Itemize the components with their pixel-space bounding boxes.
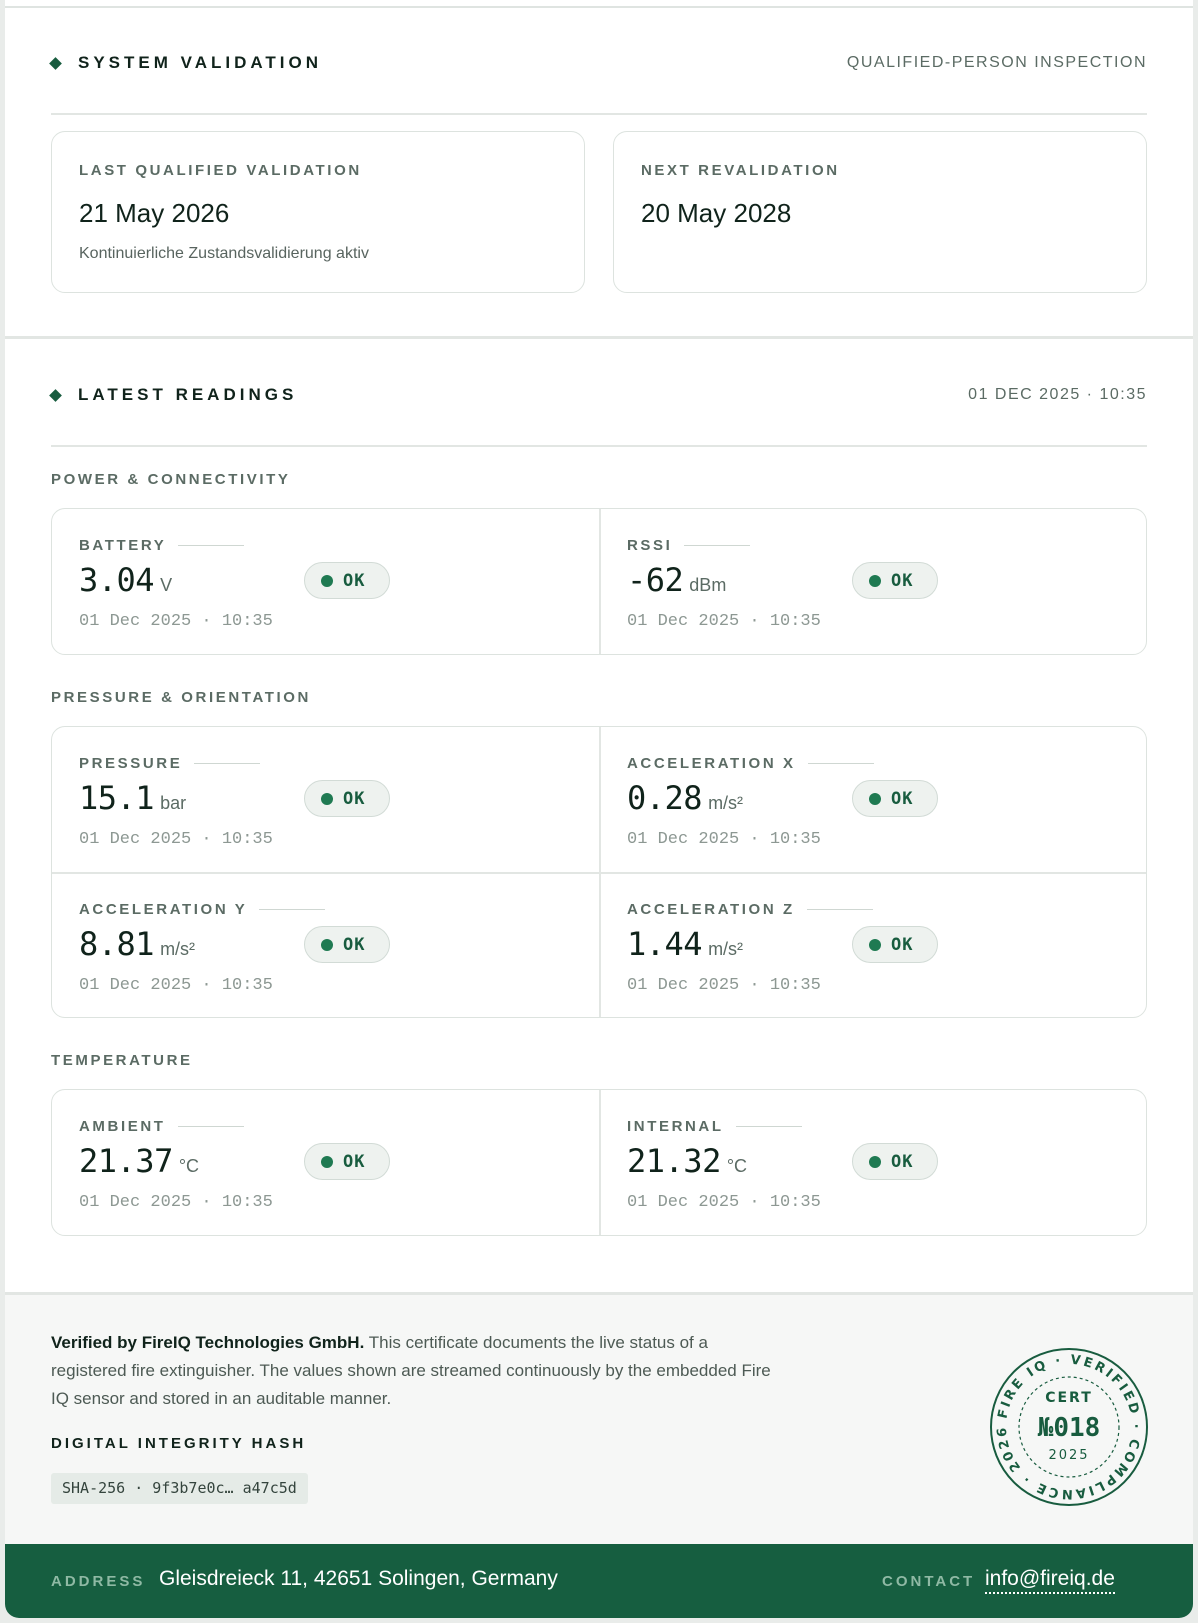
diamond-icon (49, 57, 62, 70)
reading-value: 8.81 m/s² (79, 925, 196, 963)
power-grid (51, 508, 1147, 655)
reading-label: RSSI (627, 537, 750, 554)
reading-time: 01 Dec 2025 · 10:35 (79, 1193, 273, 1212)
verification-text: Verified by FireIQ Technologies GmbH. This certificate documents the live status of a registered fire extinguisher. The values shown are streamed continuously by the embedded Fire IQ sensor and stored in an auditable manner. (51, 1333, 771, 1408)
verification-footer (5, 1292, 1193, 1547)
reading-rssi (600, 509, 1147, 654)
address-label: ADDRESS (51, 1573, 146, 1590)
reading-time: 01 Dec 2025 · 10:35 (79, 612, 273, 631)
validation-title-text: SYSTEM VALIDATION (78, 53, 322, 72)
status-dot-icon (869, 939, 881, 951)
temperature-grid (51, 1089, 1147, 1236)
svg-text:FIRE IQ · VERIFIED · COMPLIANC: FIRE IQ · VERIFIED · COMPLIANCE · 2026 (994, 1352, 1144, 1502)
seal-cert-text: CERT (1045, 1390, 1093, 1406)
reading-time: 01 Dec 2025 · 10:35 (79, 830, 273, 849)
reading-ambient (52, 1090, 599, 1235)
contact-bar (5, 1544, 1193, 1618)
last-validation-label: LAST QUALIFIED VALIDATION (79, 162, 362, 179)
reading-value: 15.1 bar (79, 779, 187, 817)
reading-acceleration-y (52, 873, 599, 1018)
reading-time: 01 Dec 2025 · 10:35 (79, 976, 273, 995)
reading-label: ACCELERATION Z (627, 901, 873, 918)
reading-label: ACCELERATION Y (79, 901, 325, 918)
reading-acceleration-x (600, 727, 1147, 872)
seal-number-text: №018 (1037, 1413, 1101, 1443)
reading-value: 3.04 V (79, 561, 173, 599)
status-badge: OK (304, 562, 390, 599)
reading-battery (52, 509, 599, 654)
hash-title: DIGITAL INTEGRITY HASH (51, 1435, 307, 1452)
section-divider (5, 336, 1193, 339)
readings-header (51, 385, 1147, 447)
reading-value: 21.32 °C (627, 1142, 748, 1180)
reading-time: 01 Dec 2025 · 10:35 (627, 830, 821, 849)
last-validation-note: Kontinuierliche Zustandsvalidierung aktiv (79, 245, 369, 262)
verified-seal-icon (987, 1345, 1151, 1509)
reading-label: ACCELERATION X (627, 755, 874, 772)
status-dot-icon (321, 575, 333, 587)
integrity-hash: SHA-256 · 9f3b7e0c… a47c5d (51, 1473, 308, 1504)
status-badge: OK (304, 926, 390, 963)
last-validation-box (51, 131, 585, 293)
reading-label: INTERNAL (627, 1118, 802, 1135)
group-label-pressure: PRESSURE & ORIENTATION (51, 689, 311, 706)
certificate-card (5, 0, 1193, 1618)
status-dot-icon (321, 793, 333, 805)
contact-label: CONTACT (882, 1573, 976, 1590)
group-label-power: POWER & CONNECTIVITY (51, 471, 291, 488)
reading-label: PRESSURE (79, 755, 260, 772)
status-dot-icon (869, 1156, 881, 1168)
reading-time: 01 Dec 2025 · 10:35 (627, 976, 821, 995)
reading-time: 01 Dec 2025 · 10:35 (627, 1193, 821, 1212)
status-badge: OK (304, 780, 390, 817)
pressure-grid (51, 726, 1147, 1018)
group-label-temperature: TEMPERATURE (51, 1052, 193, 1069)
status-badge: OK (852, 926, 938, 963)
status-dot-icon (869, 793, 881, 805)
status-badge: OK (852, 1143, 938, 1180)
reading-pressure (52, 727, 599, 872)
contact-email-link[interactable]: info@fireiq.de (985, 1567, 1115, 1591)
seal-year-text: 2025 (1048, 1448, 1090, 1463)
reading-value: 21.37 °C (79, 1142, 200, 1180)
validation-header (51, 53, 1147, 115)
status-dot-icon (321, 939, 333, 951)
reading-label: AMBIENT (79, 1118, 244, 1135)
reading-label: BATTERY (79, 537, 244, 554)
status-badge: OK (852, 780, 938, 817)
status-badge: OK (852, 562, 938, 599)
address-text: Gleisdreieck 11, 42651 Solingen, Germany (159, 1567, 558, 1590)
readings-title-text: LATEST READINGS (78, 385, 298, 404)
status-dot-icon (321, 1156, 333, 1168)
reading-acceleration-z (600, 873, 1147, 1018)
next-revalidation-box (613, 131, 1147, 293)
diamond-icon (49, 389, 62, 402)
reading-value: -62 dBm (627, 561, 727, 599)
next-revalidation-label: NEXT REVALIDATION (641, 162, 840, 179)
last-validation-date: 21 May 2026 (79, 198, 230, 228)
status-dot-icon (869, 575, 881, 587)
next-revalidation-date: 20 May 2028 (641, 198, 792, 228)
readings-timestamp: 01 DEC 2025 · 10:35 (968, 386, 1147, 403)
reading-value: 0.28 m/s² (627, 779, 744, 817)
readings-title (51, 385, 297, 405)
reading-internal (600, 1090, 1147, 1235)
validation-subtitle: QUALIFIED-PERSON INSPECTION (846, 54, 1147, 71)
reading-value: 1.44 m/s² (627, 925, 744, 963)
validation-title (51, 53, 322, 73)
top-divider (5, 6, 1193, 8)
status-badge: OK (304, 1143, 390, 1180)
reading-time: 01 Dec 2025 · 10:35 (627, 612, 821, 631)
